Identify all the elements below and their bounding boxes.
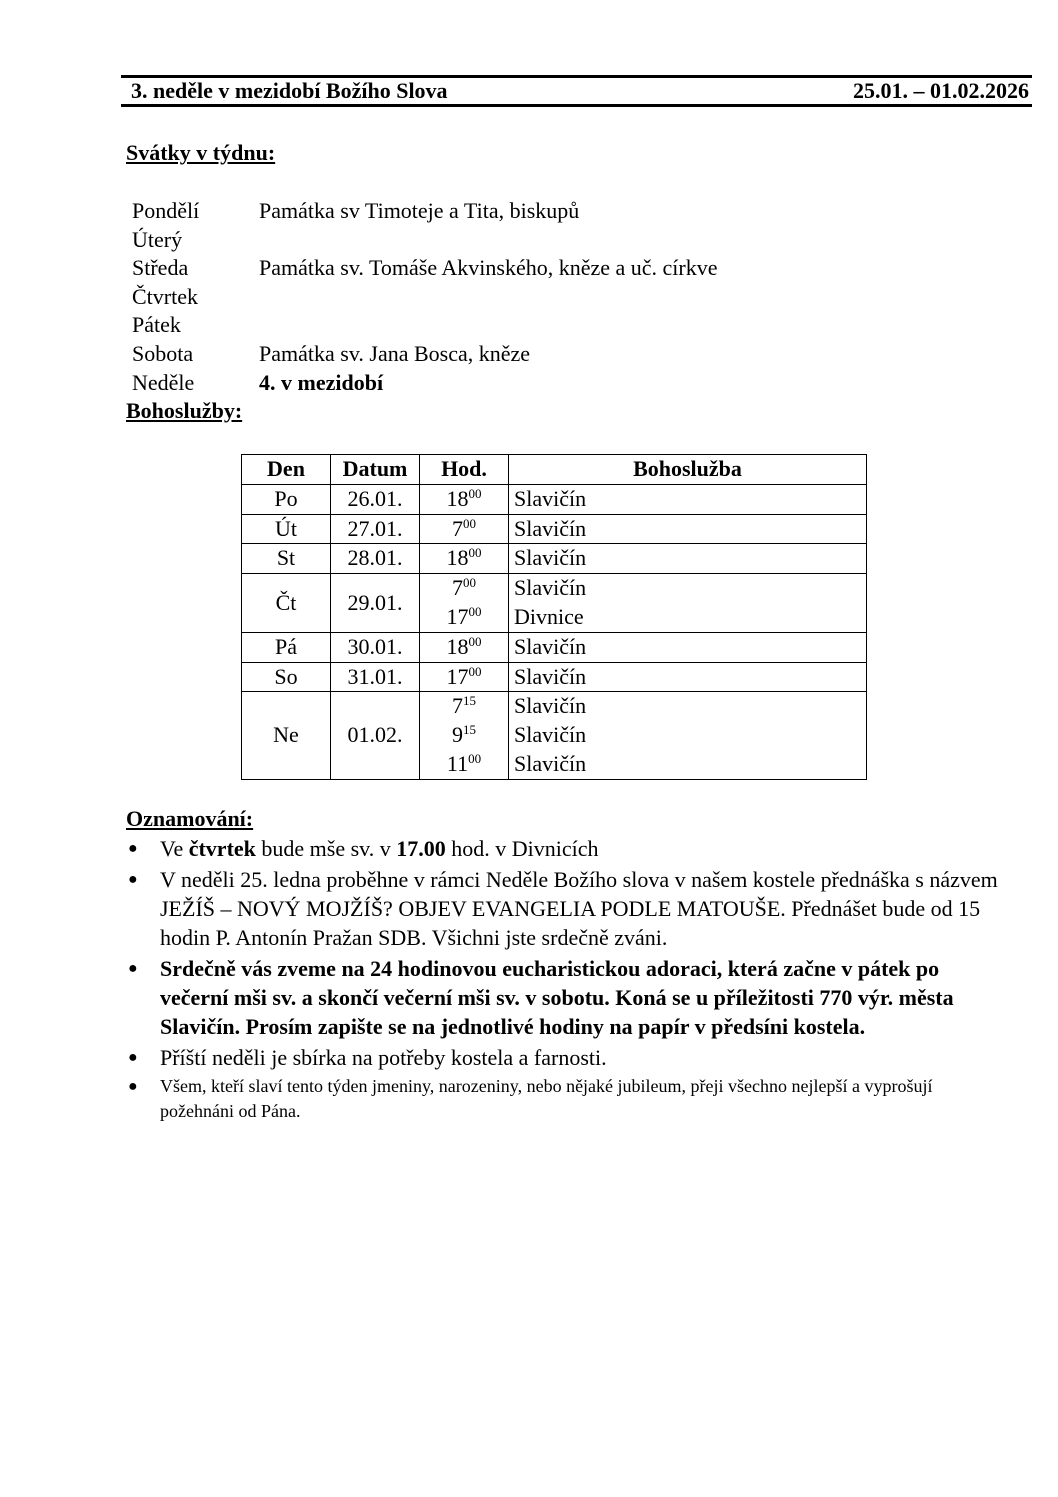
cell-service (509, 632, 867, 662)
cell-day: St (242, 544, 331, 574)
feast-day: Čtvrtek (132, 283, 198, 309)
cell-day: Út (242, 514, 331, 544)
feast-description: Památka sv Timoteje a Tita, biskupů (259, 198, 580, 223)
cell-date: 29.01. (331, 574, 420, 633)
column-header-service: Bohoslužba (509, 455, 867, 485)
feasts-list (132, 197, 718, 397)
time-hour: 7 (452, 575, 463, 601)
service-time (420, 663, 508, 692)
cell-date: 26.01. (331, 484, 420, 514)
announcement-item (126, 834, 1006, 863)
cell-service (509, 514, 867, 544)
service-place: Slavičín (514, 693, 587, 719)
time-minutes: 00 (468, 485, 482, 501)
time-minutes: 00 (468, 545, 482, 561)
service-time (420, 485, 508, 514)
feast-day: Sobota (132, 340, 194, 366)
feast-day: Úterý (132, 226, 183, 252)
bullet-icon: ● (128, 1078, 138, 1095)
time-minutes: 15 (463, 722, 476, 738)
document-title: 3. neděle v mezidobí Božího Slova (131, 78, 448, 103)
text-segment: Ve (160, 836, 189, 861)
column-header-time: Hod. (420, 455, 509, 485)
feast-day: Pondělí (132, 198, 200, 223)
announcement-item (126, 865, 1006, 952)
service-place: Slavičín (514, 485, 587, 511)
cell-date: 27.01. (331, 514, 420, 544)
time-hour: 18 (446, 485, 469, 511)
announcements-heading: Oznamování: (126, 806, 254, 831)
feast-day: Pátek (132, 312, 181, 338)
text-segment: Všem, kteří slaví tento týden jmeniny, narozeniny, nebo nějaké jubileum, přeji všechno nejlepší a vyprošují požehnáni od Pána. (160, 1076, 933, 1121)
time-hour: 9 (452, 722, 463, 748)
services-heading: Bohoslužby: (126, 398, 243, 423)
text-segment: hod. v Divnicích (445, 836, 599, 861)
cell-time (420, 514, 509, 544)
bullet-icon: ● (128, 1049, 138, 1066)
cell-day: So (242, 662, 331, 692)
announcement-text (160, 834, 599, 863)
cell-date: 31.01. (331, 662, 420, 692)
table-header-row (242, 455, 867, 485)
feast-row (132, 226, 718, 255)
cell-date: 28.01. (331, 544, 420, 574)
service-place: Slavičín (514, 663, 587, 689)
service-time (420, 603, 508, 632)
cell-time (420, 632, 509, 662)
announcements-list (126, 834, 1006, 1126)
services-table (241, 454, 867, 780)
table-row (242, 632, 867, 662)
time-minutes: 00 (463, 575, 476, 591)
feast-row (132, 283, 718, 312)
column-header-day: Den (242, 455, 331, 485)
announcement-item (126, 1074, 1006, 1124)
cell-time (420, 692, 509, 779)
cell-day: Pá (242, 632, 331, 662)
feast-description: Památka sv. Tomáše Akvinského, kněze a uč. církve (259, 255, 718, 281)
time-minutes: 00 (468, 663, 482, 679)
time-minutes: 15 (463, 693, 476, 709)
cell-service (509, 662, 867, 692)
service-time (420, 574, 508, 603)
announcement-item (126, 954, 1006, 1041)
time-hour: 7 (452, 515, 463, 541)
time-minutes: 00 (468, 750, 482, 766)
table-row (242, 662, 867, 692)
table-row (242, 514, 867, 544)
table-row (242, 484, 867, 514)
service-time (420, 633, 508, 662)
time-hour: 17 (446, 603, 469, 629)
text-segment: Příští neděli je sbírka na potřeby kostela a farnosti. (160, 1045, 607, 1070)
time-hour: 18 (446, 545, 469, 571)
feast-row (132, 340, 718, 369)
emphasis-text: 17.00 (396, 836, 446, 861)
column-header-date: Datum (331, 455, 420, 485)
bullet-icon: ● (128, 840, 138, 857)
feast-row (132, 197, 718, 226)
emphasis-text: Srdečně vás zveme na 24 hodinovou eucharistickou adoraci, která začne v pátek po večerní mši sv. a skončí večerní mši sv. v sobotu. Koná se u příležitosti 770 výr. města Slavičín. Prosím zapište se na jednotlivé hodiny na papír v předsíni kostela. (160, 956, 954, 1039)
cell-time (420, 574, 509, 633)
cell-date: 30.01. (331, 632, 420, 662)
service-place: Slavičín (514, 575, 587, 601)
service-place: Slavičín (514, 722, 587, 748)
bullet-icon: ● (128, 871, 138, 888)
feast-description: Památka sv. Jana Bosca, kněze (259, 340, 531, 366)
cell-time (420, 544, 509, 574)
time-minutes: 00 (463, 515, 476, 531)
feast-row (132, 254, 718, 283)
cell-day: Po (242, 484, 331, 514)
announcement-item (126, 1043, 1006, 1072)
feast-day: Neděle (132, 369, 195, 395)
service-place: Slavičín (514, 515, 587, 541)
service-time (420, 750, 508, 779)
cell-service (509, 544, 867, 574)
date-range: 25.01. – 01.02.2026 (853, 78, 1029, 103)
service-place: Slavičín (514, 633, 587, 659)
time-hour: 11 (446, 750, 469, 776)
time-minutes: 00 (468, 603, 482, 619)
emphasis-text: čtvrtek (188, 836, 256, 861)
feasts-heading: Svátky v týdnu: (126, 140, 276, 165)
cell-day: Čt (242, 574, 331, 633)
feast-row (132, 369, 718, 398)
cell-service (509, 692, 867, 779)
service-place: Divnice (514, 603, 584, 629)
cell-time (420, 662, 509, 692)
cell-day: Ne (242, 692, 331, 779)
time-hour: 18 (446, 633, 469, 659)
announcement-text (160, 954, 1006, 1041)
time-hour: 17 (446, 663, 469, 689)
bullet-icon: ● (128, 960, 138, 977)
cell-service (509, 484, 867, 514)
text-segment: V neděli 25. ledna proběhne v rámci Neděle Božího slova v našem kostele přednáška s názvem JEŽÍŠ – NOVÝ MOJŽÍŠ? OBJEV EVANGELIA PODLE MATOUŠE. Přednášet bude od 15 hodin P. Antonín Pražan SDB. Všichni jste srdečně zváni. (160, 867, 998, 950)
service-time (420, 515, 508, 544)
service-time (420, 544, 508, 573)
table-row (242, 574, 867, 633)
service-place: Slavičín (514, 750, 587, 776)
cell-service (509, 574, 867, 633)
service-place: Slavičín (514, 545, 587, 571)
feast-row (132, 311, 718, 340)
document-header (121, 75, 1032, 107)
announcement-text (160, 865, 1006, 952)
cell-date: 01.02. (331, 692, 420, 779)
time-hour: 7 (452, 693, 463, 719)
service-time (420, 721, 508, 750)
announcement-text (160, 1074, 1006, 1124)
time-minutes: 00 (468, 633, 482, 649)
service-time (420, 692, 508, 721)
announcement-text (160, 1043, 607, 1072)
table-row (242, 692, 867, 779)
table-row (242, 544, 867, 574)
feast-day: Středa (132, 255, 189, 281)
cell-time (420, 484, 509, 514)
text-segment: bude mše sv. v (255, 836, 397, 861)
feast-description: 4. v mezidobí (259, 369, 384, 395)
